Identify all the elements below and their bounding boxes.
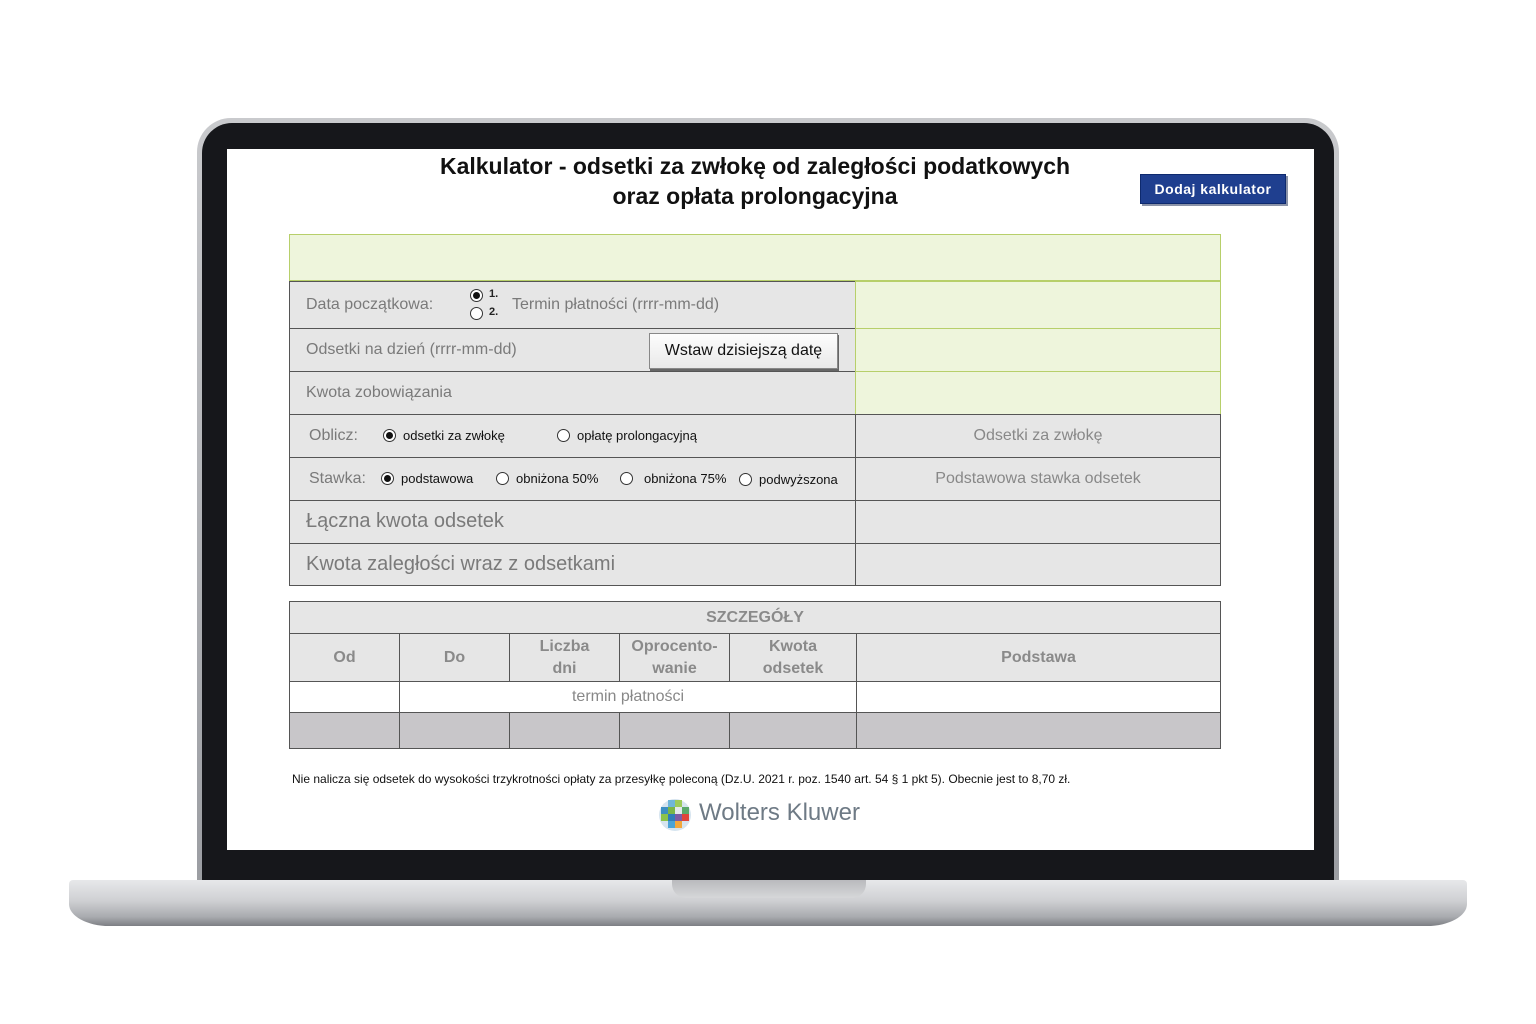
total-interest-value (855, 500, 1221, 544)
col-header-days (509, 633, 620, 682)
page-title (227, 151, 1283, 211)
rate-result: Podstawowa stawka odsetek (855, 457, 1221, 501)
rate-radio-increased[interactable] (739, 473, 752, 486)
col-header-rate (619, 633, 730, 682)
details-row2-od (289, 712, 400, 749)
laptop-notch (672, 880, 866, 898)
col-header-days-line1: Liczba (539, 637, 590, 655)
start-date-input[interactable] (855, 281, 1221, 329)
details-row1-basis (856, 681, 1221, 713)
wolters-kluwer-logo-icon (657, 797, 693, 833)
rate-row (289, 457, 856, 501)
total-with-interest-label: Kwota zaległości wraz z odsetkami (306, 553, 616, 575)
amount-row (289, 371, 856, 415)
details-row1-payment-term: termin płatności (399, 681, 857, 713)
col-header-rate-line1: Oprocento- (631, 637, 718, 655)
calculate-radio-prolongation[interactable] (557, 429, 570, 442)
form-header-input[interactable] (289, 234, 1221, 281)
calculate-row (289, 414, 856, 458)
page-title-line1: Kalkulator - odsetki za zwłokę od zaległości podatkowych (439, 153, 1071, 179)
rate-radio-basic[interactable] (381, 472, 394, 485)
start-date-label: Data początkowa: (306, 296, 434, 313)
col-header-amount (729, 633, 857, 682)
details-title: SZCZEGÓŁY (289, 601, 1221, 634)
start-date-option-1-label: 1. (489, 288, 499, 300)
calculate-option-interest: odsetki za zwłokę (403, 428, 505, 443)
col-header-basis: Podstawa (856, 633, 1221, 682)
start-date-option-2-label: 2. (489, 306, 499, 318)
insert-today-button[interactable]: Wstaw dzisiejszą datę (649, 333, 838, 369)
calculate-result: Odsetki za zwłokę (855, 414, 1221, 458)
total-with-interest-value (855, 543, 1221, 586)
page-title-line2: oraz opłata prolongacyjna (612, 183, 898, 209)
start-date-row (289, 281, 856, 329)
calculate-option-prolongation: opłatę prolongacyjną (577, 428, 697, 443)
details-row2-amount (729, 712, 857, 749)
add-calculator-button[interactable]: Dodaj kalkulator (1140, 174, 1286, 204)
col-header-days-line2: dni (552, 659, 577, 677)
details-row1-od (289, 681, 400, 713)
start-date-hint: Termin płatności (rrrr-mm-dd) (512, 296, 720, 313)
start-date-radio-1[interactable] (470, 289, 483, 302)
rate-option-reduced-50: obniżona 50% (516, 471, 599, 486)
start-date-radio-2[interactable] (470, 307, 483, 320)
details-row2-days (509, 712, 620, 749)
total-interest-label: Łączna kwota odsetek (306, 510, 504, 532)
interest-date-row (289, 328, 856, 372)
col-header-rate-line2: wanie (652, 659, 697, 677)
details-row2-do (399, 712, 510, 749)
calculate-label: Oblicz: (309, 427, 358, 444)
col-header-amount-line2: odsetek (762, 659, 824, 677)
calculate-radio-interest[interactable] (383, 429, 396, 442)
rate-option-reduced-75: obniżona 75% (644, 471, 727, 486)
details-row2-basis (856, 712, 1221, 749)
rate-option-basic: podstawowa (401, 471, 474, 486)
details-row2-rate (619, 712, 730, 749)
total-with-interest-row (289, 543, 856, 586)
wolters-kluwer-logo[interactable] (657, 797, 887, 833)
wolters-kluwer-logo-text: Wolters Kluwer (699, 799, 860, 826)
interest-date-label: Odsetki na dzień (rrrr-mm-dd) (306, 341, 517, 358)
col-header-od: Od (289, 633, 400, 682)
total-interest-row (289, 500, 856, 544)
laptop-screen (227, 149, 1314, 850)
col-header-do: Do (399, 633, 510, 682)
amount-label: Kwota zobowiązania (306, 384, 452, 401)
rate-radio-reduced-75[interactable] (620, 472, 633, 485)
rate-radio-reduced-50[interactable] (496, 472, 509, 485)
footnote: Nie nalicza się odsetek do wysokości trzykrotności opłaty za przesyłkę poleconą (Dz.U. 2021 r. poz. 1540 art. 54 § 1 pkt 5). Obecnie jest to 8,70 zł. (292, 772, 1071, 786)
rate-option-increased: podwyższona (759, 472, 838, 487)
interest-date-input[interactable] (855, 328, 1221, 372)
amount-input[interactable] (855, 371, 1221, 415)
rate-label: Stawka: (309, 470, 366, 487)
col-header-amount-line1: Kwota (769, 637, 817, 655)
